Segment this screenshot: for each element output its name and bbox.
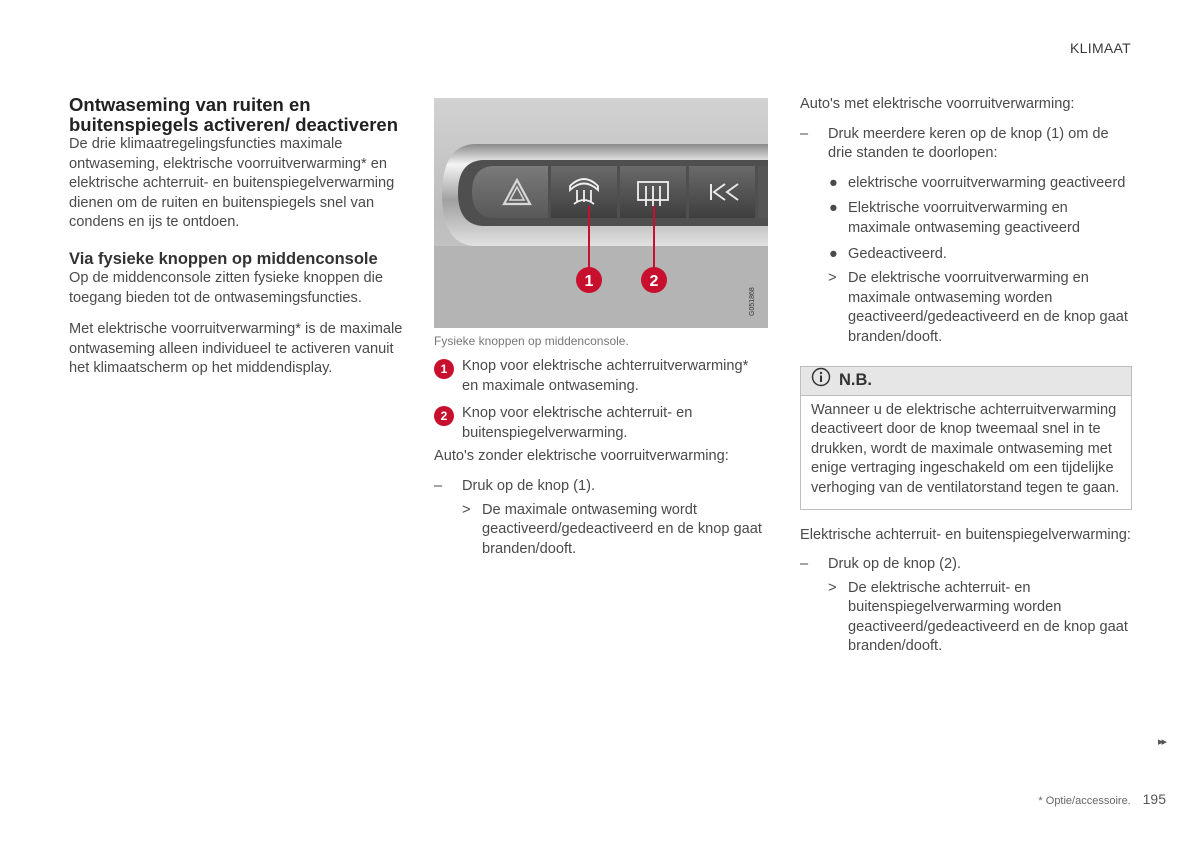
section-header: KLIMAAT [1070, 40, 1131, 56]
column-right [800, 95, 1132, 657]
legend-badge-2: 2 [434, 406, 454, 426]
console-buttons-figure [434, 98, 768, 328]
bullet-text: Elektrische voorruitverwarming en maximale ontwaseming geactiveerd [848, 200, 1080, 236]
bullet-marker: ● [829, 245, 838, 262]
bullet-item [800, 174, 1132, 194]
dash-marker: – [434, 477, 443, 494]
result-marker: > [828, 270, 837, 287]
note-text: Wanneer u de elektrische achterruitverwarming deactiveert door de knop tweemaal snel in te drukken, wordt de maximale ontwaseming met enige vertraging ingeschakeld om een tijdelijke verhoging van de ventilatorstand tegen te gaan. [811, 401, 1120, 496]
step-text: Druk meerdere keren op de knop (1) om de drie standen te doorlopen: [828, 125, 1109, 162]
note-box [800, 366, 1132, 510]
callout-2: 2 [649, 273, 659, 290]
result-item [434, 501, 768, 560]
note-title: N.B. [839, 370, 872, 389]
bullet-item [800, 199, 1132, 238]
bullet-marker: ● [829, 174, 838, 191]
continue-arrows-icon: ▸▸ [1157, 736, 1165, 748]
step-item [800, 555, 1132, 575]
page-footer [1038, 791, 1166, 807]
with-heated-heading: Auto's met elektrische voorruitverwarming: [800, 96, 1075, 112]
bullet-text: elektrische voorruitverwarming geactiveerd [848, 174, 1126, 191]
result-text: De elektrische achterruit- en buitenspiegelverwarming worden geactiveerd/gedeactiveerd en de knop gaat branden/dooft. [848, 579, 1128, 655]
note-header [801, 367, 1131, 396]
result-item [800, 269, 1132, 347]
dash-marker: – [800, 556, 809, 573]
page-number: 195 [1142, 791, 1166, 807]
legend-item [434, 404, 768, 443]
result-marker: > [462, 501, 471, 518]
intro-paragraph: De drie klimaatregelingsfuncties maximale ontwaseming, elektrische voorruitverwarming* en elektrische achterruit- en buitenspiegelverwarming dienen om de ruiten en buitenspiegels snel van condens en ijs te ontdoen. [69, 136, 395, 231]
info-icon [811, 367, 831, 394]
dash-marker: – [800, 125, 809, 142]
step-text: Druk op de knop (1). [462, 477, 596, 494]
result-text: De elektrische voorruitverwarming en maximale ontwaseming worden geactiveerd/gedeactiveerd en de knop gaat branden/dooft. [848, 270, 1128, 345]
subsection-title: Via fysieke knoppen op middenconsole [69, 249, 378, 268]
without-heated-heading: Auto's zonder elektrische voorruitverwarming: [434, 448, 729, 465]
step-text: Druk op de knop (2). [828, 556, 962, 573]
legend-text: Knop voor elektrische achterruitverwarming* en maximale ontwaseming. [462, 358, 749, 394]
figure-caption: Fysieke knoppen op middenconsole. [434, 334, 629, 348]
column-middle [434, 98, 768, 559]
step-item [800, 125, 1132, 164]
bullet-text: Gedeactiveerd. [848, 245, 947, 262]
mirror-heading: Elektrische achterruit- en buitenspiegelverwarming: [800, 526, 1131, 543]
bullet-marker: ● [829, 200, 838, 217]
result-marker: > [828, 579, 837, 596]
heated-windscreen-note: Met elektrische voorruitverwarming* is de maximale ontwaseming alleen individueel te activeren vanuit het klimaatscherm op het middendisplay. [69, 321, 403, 377]
footnote: * Optie/accessoire. [1038, 795, 1131, 807]
legend-badge-1: 1 [434, 359, 454, 379]
subsection-paragraph: Op de middenconsole zitten fysieke knoppen die toegang bieden tot de ontwasemingsfuncties. [69, 269, 383, 306]
legend-item [434, 357, 768, 396]
result-item [800, 579, 1132, 657]
figure-code: G051868 [749, 287, 756, 316]
section-title: Ontwaseming van ruiten en buitenspiegels activeren/ deactiveren [69, 94, 399, 135]
bullet-item [800, 245, 1132, 265]
previous-track-button [689, 166, 755, 218]
result-text: De maximale ontwaseming wordt geactiveerd/gedeactiveerd en de knop gaat branden/dooft. [482, 501, 762, 557]
column-left [69, 95, 404, 379]
step-item [434, 477, 768, 497]
callout-1: 1 [584, 273, 594, 290]
legend-text: Knop voor elektrische achterruit- en buitenspiegelverwarming. [462, 405, 693, 441]
